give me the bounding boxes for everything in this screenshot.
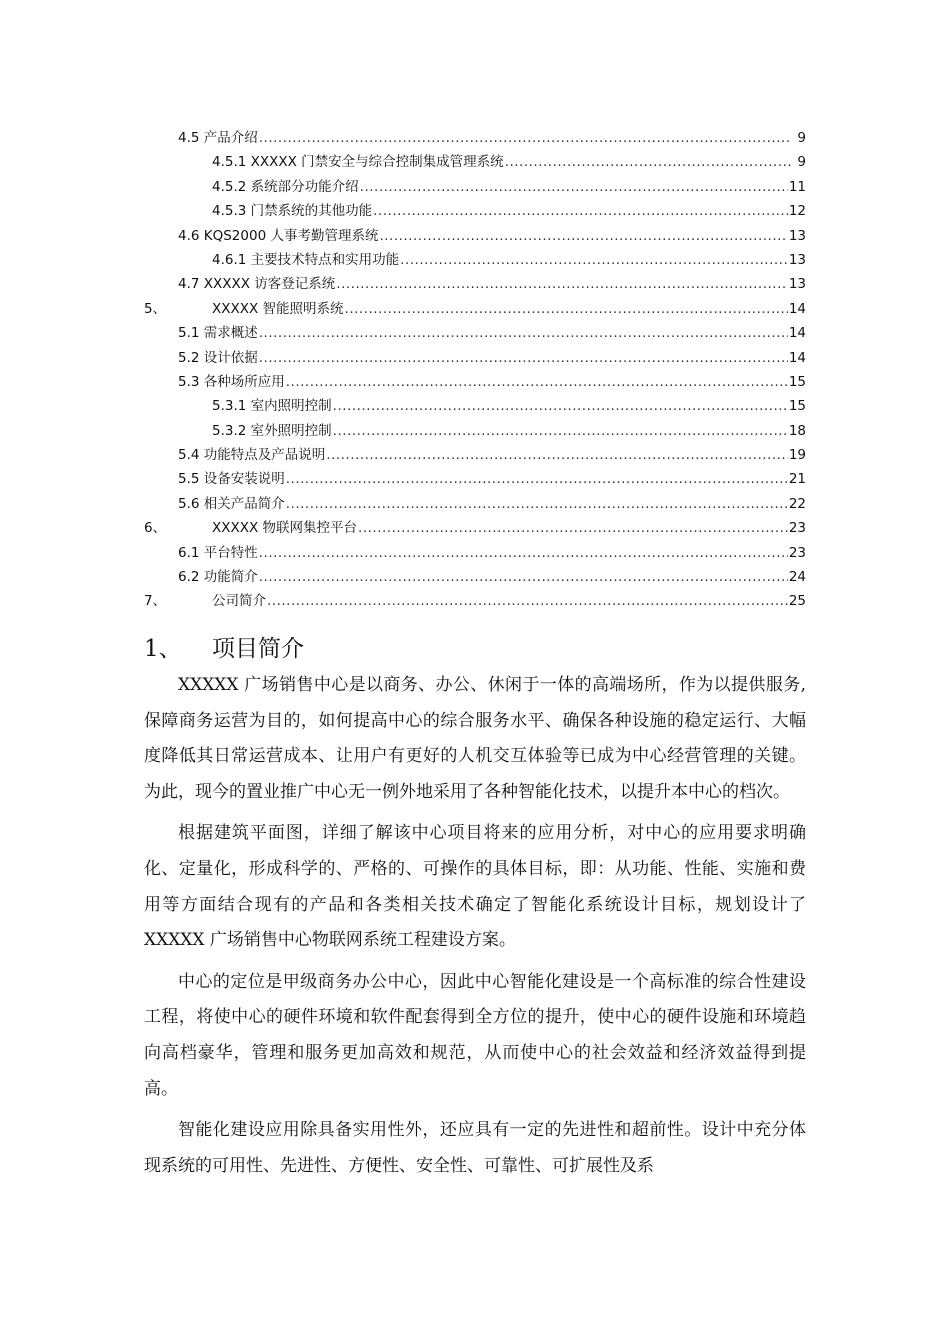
toc-entry-page: 13 xyxy=(788,251,806,268)
toc-dot-leader xyxy=(286,471,788,487)
toc-entry[interactable] xyxy=(144,297,806,321)
toc-entry[interactable] xyxy=(144,175,806,199)
toc-entry[interactable] xyxy=(144,467,806,491)
toc-entry[interactable] xyxy=(144,541,806,565)
toc-dot-leader xyxy=(286,374,788,390)
section-number: 1、 xyxy=(144,636,182,662)
toc-dot-leader xyxy=(259,350,788,366)
paragraph: 智能化建设应用除具备实用性外，还应具有一定的先进性和超前性。设计中充分体现系统的可用性、先进性、方便性、安全性、可靠性、可扩展性及系 xyxy=(144,1120,806,1176)
toc-entry[interactable] xyxy=(144,150,806,174)
toc-entry-page: 22 xyxy=(788,495,806,512)
paragraph: 中心的定位是甲级商务办公中心，因此中心智能化建设是一个高标准的综合性建设工程，将使中心的硬件环境和软件配套得到全方位的提升，使中心的硬件设施和环境趋向高档豪华，管理和服务更加高效和规范，从而使中心的社会效益和经济效益得到提高。 xyxy=(144,971,806,1099)
toc-dot-leader xyxy=(333,423,788,439)
toc-entry-page: 21 xyxy=(788,471,806,488)
toc-entry-label: 4.5 产品介绍 xyxy=(178,130,258,146)
toc-dot-leader xyxy=(345,301,788,317)
toc-entry[interactable] xyxy=(144,589,806,613)
paragraph: XXXXX 广场销售中心是以商务、办公、休闲于一体的高端场所，作为以提供服务,保障商务运营为目的，如何提高中心的综合服务水平、确保各种设施的稳定运行、大幅度降低其日常运营成本、让用户有更好的人机交互体验等已成为中心经营管理的关键。为此，现今的置业推广中心无一例外地采用了各种智能化技术，以提升本中心的档次。 xyxy=(144,675,806,802)
toc-entry[interactable] xyxy=(144,321,806,345)
toc-entry[interactable] xyxy=(144,248,806,272)
toc-entry-label: 5.3.1 室内照明控制 xyxy=(212,398,332,415)
toc-entry-page: 12 xyxy=(788,203,806,220)
toc-entry-label: 4.6 KQS2000 人事考勤管理系统 xyxy=(178,227,379,244)
toc-entry[interactable] xyxy=(144,565,806,589)
toc-entry-label: 4.5.1 XXXXX 门禁安全与综合控制集成管理系统 xyxy=(212,154,504,171)
toc-entry-number: 6、 xyxy=(144,520,167,537)
toc-dot-leader xyxy=(259,545,788,561)
toc-entry-label: 6.1 平台特性 xyxy=(178,544,258,561)
toc-entry[interactable] xyxy=(144,492,806,516)
toc-entry-page: 18 xyxy=(788,422,806,439)
toc-dot-leader xyxy=(505,154,791,170)
toc-entry-page: 13 xyxy=(788,276,806,293)
toc-entry-label: 4.5.2 系统部分功能介绍 xyxy=(212,178,359,195)
table-of-contents xyxy=(144,126,806,614)
toc-entry[interactable] xyxy=(144,126,806,150)
toc-entry-label: 4.6.1 主要技术特点和实用功能 xyxy=(212,251,400,268)
toc-dot-leader xyxy=(286,496,788,512)
toc-entry-label: XXXXX 智能照明系统 xyxy=(212,300,344,317)
toc-entry-label: 5.1 需求概述 xyxy=(178,325,258,342)
toc-entry-page: 23 xyxy=(788,544,806,561)
toc-dot-leader xyxy=(267,593,788,609)
section-heading xyxy=(144,630,304,663)
toc-entry-page: 25 xyxy=(788,593,806,610)
toc-dot-leader xyxy=(360,179,788,195)
toc-entry-label: 5.3 各种场所应用 xyxy=(178,373,285,390)
toc-entry-label: 4.7 XXXXX 访客登记系统 xyxy=(178,276,336,293)
toc-entry-label: 5.2 设计依据 xyxy=(178,349,258,366)
toc-entry-page: 14 xyxy=(788,300,806,317)
toc-entry-page: 14 xyxy=(788,349,806,366)
toc-dot-leader xyxy=(336,276,788,292)
toc-entry-page: 14 xyxy=(788,325,806,342)
toc-entry[interactable] xyxy=(144,516,806,540)
toc-entry-page: 9 xyxy=(797,154,806,171)
toc-entry-page: 11 xyxy=(788,178,806,195)
toc-dot-leader xyxy=(333,398,788,414)
toc-dot-leader xyxy=(400,252,788,268)
toc-entry-label: 5.5 设备安装说明 xyxy=(178,471,285,488)
toc-entry[interactable] xyxy=(144,224,806,248)
toc-entry-label: 6.2 功能简介 xyxy=(178,569,258,586)
toc-entry-page: 9 xyxy=(797,130,806,146)
toc-entry-label: 5.6 相关产品简介 xyxy=(178,495,285,512)
toc-entry-page: 15 xyxy=(788,373,806,390)
toc-entry[interactable] xyxy=(144,394,806,418)
section-title: 项目简介 xyxy=(212,636,304,662)
toc-entry-label: 5.3.2 室外照明控制 xyxy=(212,422,332,439)
toc-entry[interactable] xyxy=(144,370,806,394)
toc-dot-leader xyxy=(358,520,788,536)
toc-dot-leader xyxy=(326,447,788,463)
toc-entry-number: 7、 xyxy=(144,593,167,610)
body-text xyxy=(144,668,806,1190)
toc-dot-leader xyxy=(373,203,788,219)
toc-entry-label: XXXXX 物联网集控平台 xyxy=(212,520,358,537)
toc-entry-page: 19 xyxy=(788,447,806,464)
toc-dot-leader xyxy=(259,569,788,585)
toc-entry-number: 5、 xyxy=(144,300,167,317)
paragraph: 根据建筑平面图，详细了解该中心项目将来的应用分析，对中心的应用要求明确化、定量化，形成科学的、严格的、可操作的具体目标，即：从功能、性能、实施和费用等方面结合现有的产品和各类相关技术确定了智能化系统设计目标，规划设计了 XXXXX 广场销售中心物联网系统工程建设方案。 xyxy=(144,823,806,951)
toc-entry-page: 15 xyxy=(788,398,806,415)
toc-entry-label: 公司简介 xyxy=(212,593,266,610)
toc-entry-label: 4.5.3 门禁系统的其他功能 xyxy=(212,203,373,220)
toc-entry[interactable] xyxy=(144,272,806,296)
toc-entry-page: 24 xyxy=(788,569,806,586)
toc-dot-leader xyxy=(259,325,788,341)
toc-dot-leader xyxy=(379,228,787,244)
toc-entry[interactable] xyxy=(144,346,806,370)
toc-entry[interactable] xyxy=(144,419,806,443)
toc-entry-page: 13 xyxy=(788,227,806,244)
toc-entry-label: 5.4 功能特点及产品说明 xyxy=(178,447,326,464)
toc-entry[interactable] xyxy=(144,443,806,467)
toc-entry-page: 23 xyxy=(788,520,806,537)
toc-dot-leader xyxy=(259,130,791,146)
toc-entry[interactable] xyxy=(144,199,806,223)
